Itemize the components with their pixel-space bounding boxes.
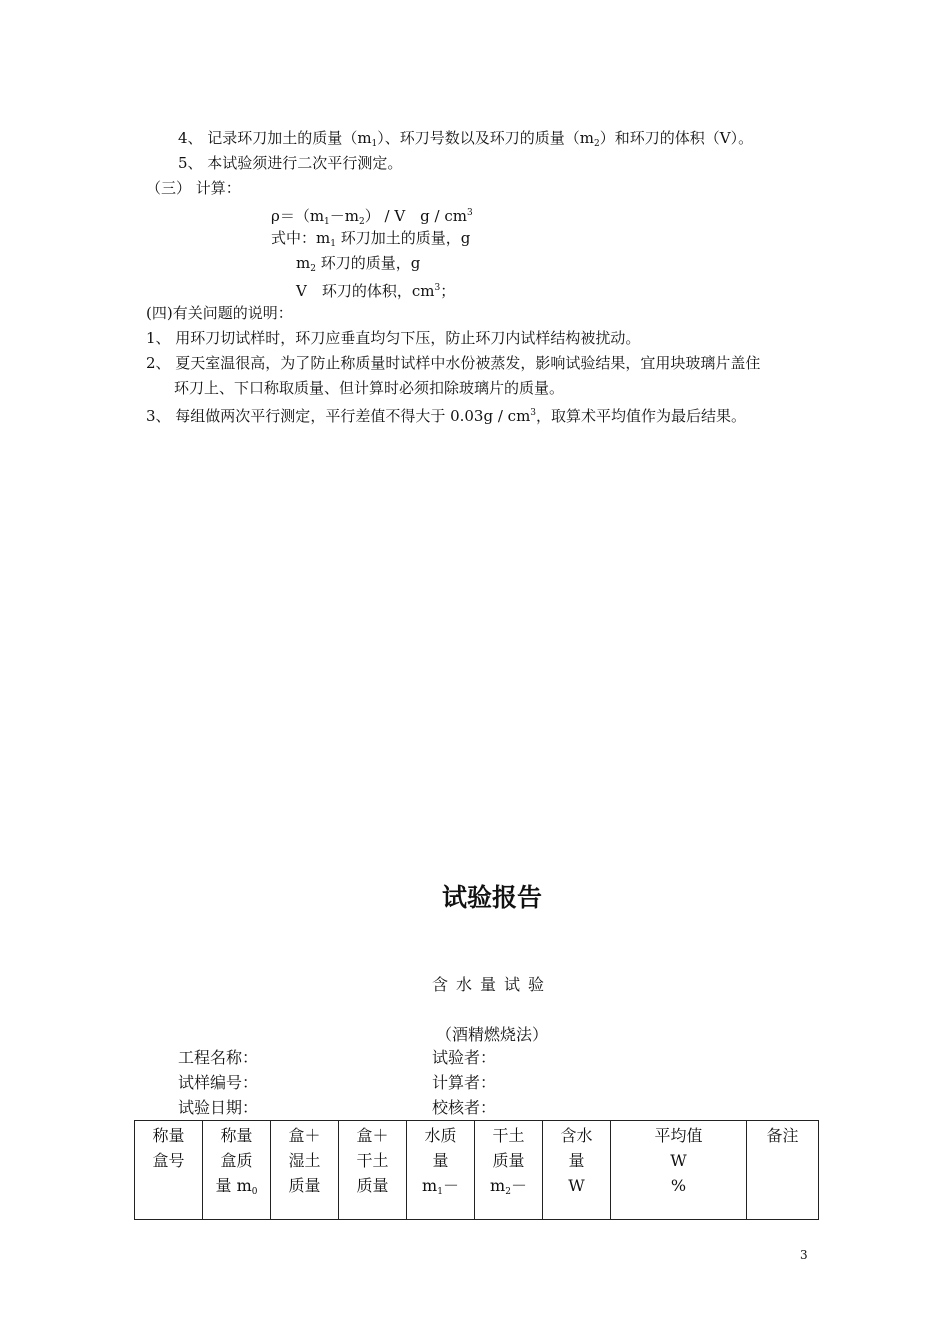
sample-number-label: 试样编号：	[178, 1073, 259, 1092]
report-method: （酒精燃烧法）	[435, 1025, 548, 1044]
table-header-row	[135, 1121, 819, 1220]
note-2-line-1: 2、 夏天室温很高，为了防止称质量时试样中水份被蒸发，影响试验结果，宜用块玻璃片盖住	[146, 354, 761, 372]
formula-v: V 环刀的体积，$cm^3$；	[296, 282, 456, 300]
header-box-number: 称量 盒号	[135, 1121, 203, 1220]
header-water-content: 含水 量 W	[543, 1121, 611, 1220]
formula-where-m1: 式中：$m_1$ 环刀加土的质量，g	[271, 229, 471, 249]
step-5: 5、 本试验须进行二次平行测定。	[178, 154, 403, 172]
header-box-dry-soil-mass: 盒＋ 干土 质量	[339, 1121, 407, 1220]
header-dry-soil-mass: 干土 质量 $m_2-$	[475, 1121, 543, 1220]
header-box-mass: 称量 盒质 量 $m_0$	[203, 1121, 271, 1220]
formula-m2: $m_2$ 环刀的质量，g	[296, 254, 421, 274]
report-subtitle: 含水量试验	[431, 975, 552, 994]
project-name-label: 工程名称：	[178, 1048, 259, 1067]
note-3: 3、 每组做两次平行测定，平行差值不得大于 $0.03g / cm^3$，取算术平均值作为最后结果。	[146, 407, 747, 425]
note-1: 1、 用环刀切试样时，环刀应垂直均匀下压，防止环刀内试样结构被扰动。	[146, 329, 641, 347]
calc-heading: （三） 计算：	[146, 179, 241, 197]
header-box-wet-soil-mass: 盒＋ 湿土 质量	[271, 1121, 339, 1220]
density-formula: $\rho=(m_1-m_2) / V$ g / $cm^3$	[271, 207, 473, 227]
water-content-table	[134, 1120, 819, 1220]
test-date-label: 试验日期：	[178, 1098, 259, 1117]
checker-label: 校核者：	[432, 1098, 497, 1117]
header-water-mass: 水质 量 $m_1-$	[407, 1121, 475, 1220]
header-average: 平均值 W %	[611, 1121, 747, 1220]
step-4: 4、 记录环刀加土的质量$(m_1)$、环刀号数以及环刀的质量$(m_2)$和环刀的体积（V）。	[178, 129, 754, 149]
page-number: 3	[800, 1248, 808, 1262]
calculator-label: 计算者：	[432, 1073, 497, 1092]
report-title: 试验报告	[441, 883, 542, 912]
note-2-line-2: 环刀上、下口称取质量、但计算时必须扣除玻璃片的质量。	[174, 379, 565, 397]
notes-heading: (四)有关问题的说明：	[146, 304, 293, 322]
tester-label: 试验者：	[432, 1048, 497, 1067]
header-remarks: 备注	[747, 1121, 819, 1220]
